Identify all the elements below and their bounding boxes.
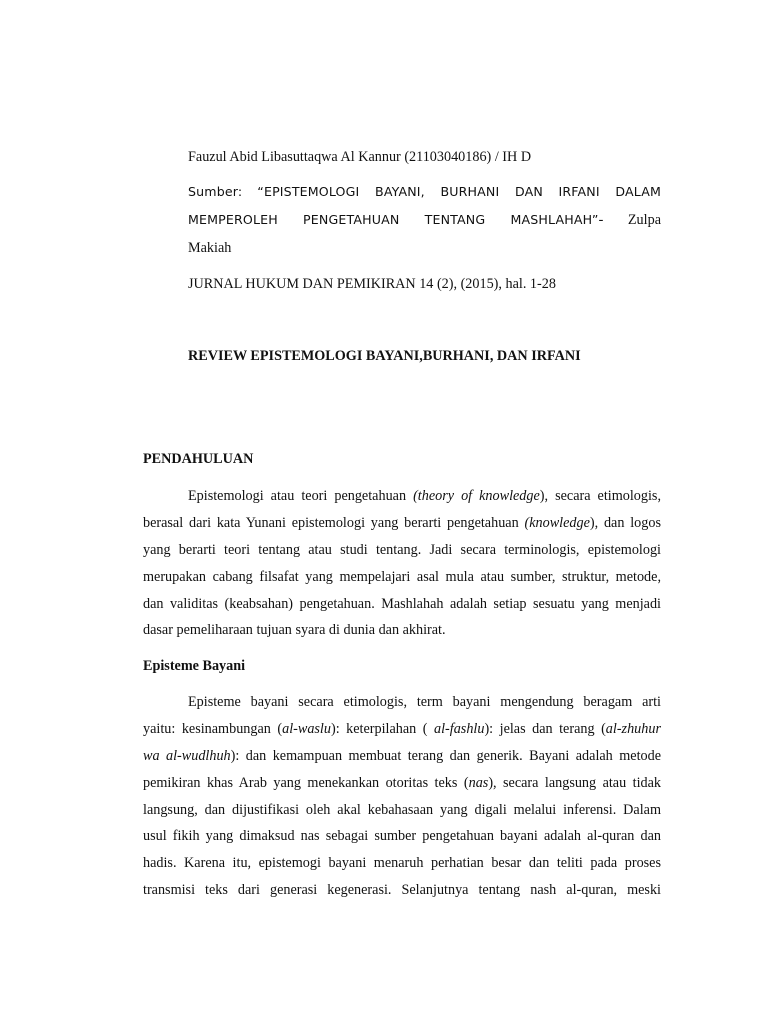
text-run: dan validitas (keabsahan) pengetahuan. Mashlahah adalah setiap sesuatu yang menjadi (143, 596, 661, 612)
text-run: Episteme bayani secara etimologis, term bayani mengendung beragam arti (188, 694, 661, 710)
sumber-label: Sumber: (188, 184, 243, 199)
section-heading-text: PENDAHULUAN (143, 451, 254, 467)
text-run: transmisi teks dari generasi kegenerasi. Selanjutnya tentang nash al-quran, meski (143, 882, 661, 898)
text-run: pemikiran khas Arab yang menekankan otoritas teks ( (143, 775, 469, 791)
text-run: dasar pemeliharaan tujuan syara di dunia dan akhirat. (143, 622, 446, 638)
paragraph-line (143, 773, 661, 793)
sumber-title-part-2: MEMPEROLEH PENGETAHUAN TENTANG MASHLAHAH” (188, 212, 599, 227)
paragraph-line (143, 513, 661, 533)
paragraph-line (143, 826, 661, 846)
sumber-title-part-1: “EPISTEMOLOGI BAYANI, BURHANI DAN IRFANI DALAM (257, 184, 661, 199)
italic-run: al-waslu (282, 721, 331, 737)
text-run: yang berarti teori tentang atau studi tentang. Jadi secara terminologis, epistemologi (143, 542, 661, 558)
paragraph-line (188, 692, 661, 712)
sumber-line-2 (188, 210, 661, 230)
text-run: ): keterpilahan ( (330, 721, 434, 737)
text-run: ), dan logos (589, 515, 661, 531)
italic-run: al-zhuhur (605, 721, 661, 737)
italic-run: wa al-wudlhuh (143, 748, 231, 764)
text-run: merupakan cabang filsafat yang mempelajari asal mula atau sumber, struktur, metode, (143, 569, 661, 585)
paragraph-line (143, 620, 446, 640)
text-run: langsung, dan dijustifikasi oleh akal kebahasaan yang digali melalui inferensi. Dalam (143, 802, 661, 818)
paragraph-line (188, 486, 661, 506)
text-run: Epistemologi atau teori pengetahuan (188, 488, 414, 504)
text-run: usul fikih yang dimaksud nas sebagai sumber pengetahuan bayani adalah al-quran dan (143, 828, 661, 844)
text-run: hadis. Karena itu, epistemogi bayani menaruh perhatian besar dan teliti pada proses (143, 855, 661, 871)
paragraph-line (143, 540, 661, 560)
paragraph-line (143, 853, 661, 873)
text-run: ): dan kemampuan membuat terang dan generik. Bayani adalah metode (230, 748, 661, 764)
paragraph-line (143, 567, 661, 587)
section-heading-episteme-bayani (143, 656, 245, 676)
text-run: ): jelas dan terang ( (484, 721, 606, 737)
sumber-author-name: Makiah (188, 240, 232, 256)
sumber-line-1 (188, 182, 661, 202)
paragraph-line (143, 880, 661, 900)
paragraph-line (143, 594, 661, 614)
text-run: berasal dari kata Yunani epistemologi yang berarti pengetahuan (143, 515, 525, 531)
italic-run: (theory of knowledge (413, 488, 540, 504)
author-line (188, 147, 531, 167)
author-text: Fauzul Abid Libasuttaqwa Al Kannur (21103040186) / IH D (188, 149, 532, 165)
journal-text: JURNAL HUKUM DAN PEMIKIRAN 14 (2), (2015), hal. 1-28 (188, 276, 556, 292)
italic-run: al-fashlu (434, 721, 485, 737)
sumber-line-3 (188, 238, 231, 258)
paragraph-line (143, 800, 661, 820)
review-title-text: REVIEW EPISTEMOLOGI BAYANI,BURHANI, DAN IRFANI (188, 348, 581, 364)
text-run: yaitu: kesinambungan ( (143, 721, 283, 737)
section-heading-text: Episteme Bayani (143, 658, 246, 674)
italic-run: (knowledge (524, 515, 590, 531)
italic-run: nas (468, 775, 489, 791)
text-run: ), secara etimologis, (539, 488, 661, 504)
journal-line (188, 274, 556, 294)
text-run: ), secara langsung atau tidak (488, 775, 662, 791)
paragraph-line (143, 746, 661, 766)
section-heading-pendahuluan (143, 449, 253, 469)
review-title (188, 346, 581, 366)
paragraph-line (143, 719, 661, 739)
sumber-author-part: - Zulpa (598, 212, 661, 228)
